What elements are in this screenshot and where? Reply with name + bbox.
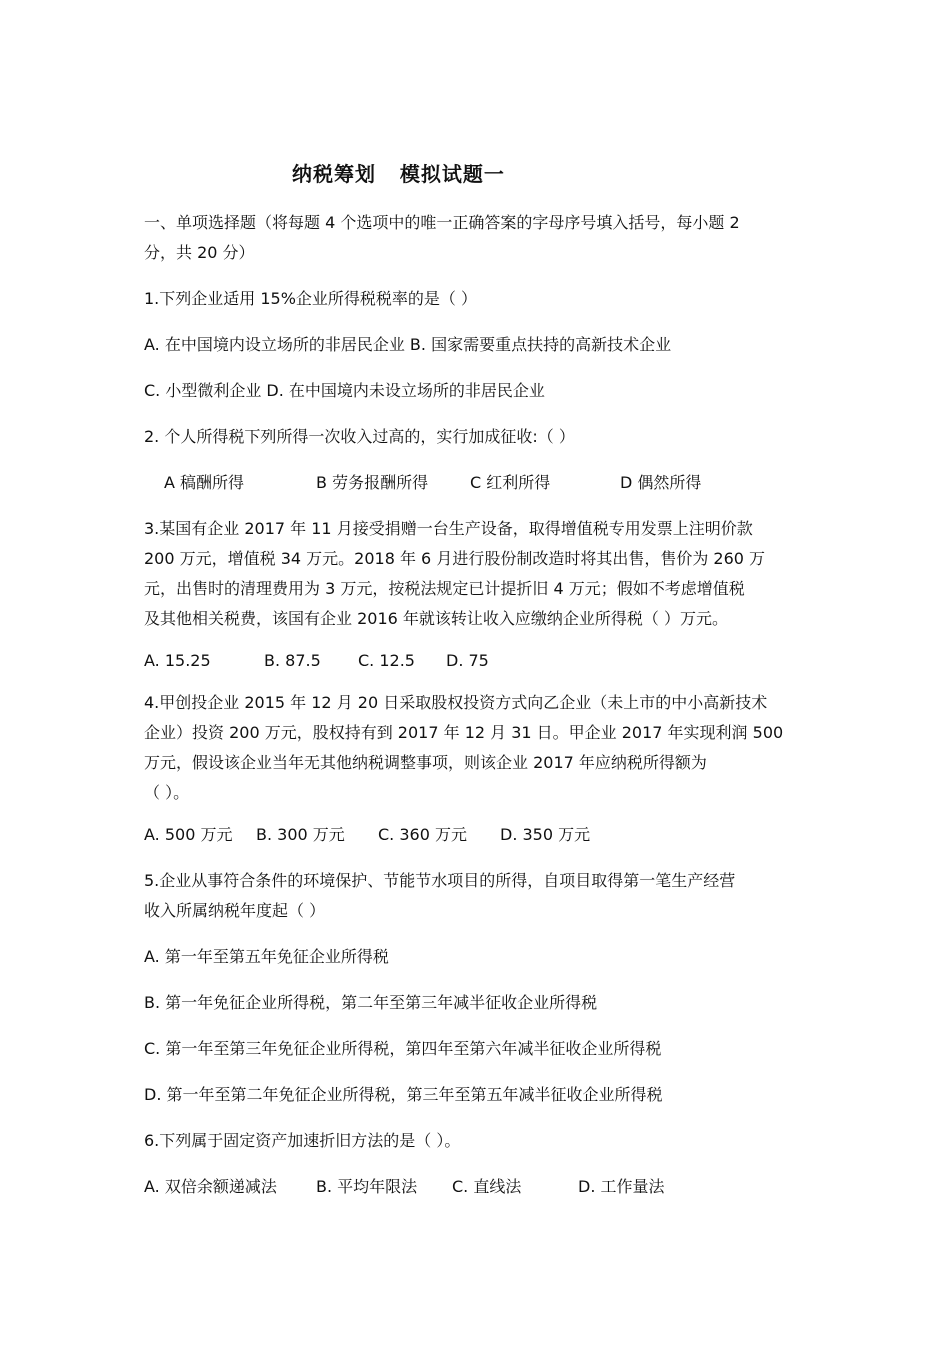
question-2-options [144,468,814,498]
question-6-stem [144,1126,814,1156]
question-stem-line: 企业）投资 200 万元，股权持有到 2017 年 12 月 31 日。甲企业 2017 年实现利润 500 [144,723,784,742]
question-1-option-line [144,330,814,360]
question-stem-line: 及其他相关税费，该国有企业 2016 年就该转让收入应缴纳企业所得税（ ）万元。 [144,609,728,628]
option-d: D. 75 [446,651,489,670]
option-a: A. 15.25 [144,651,211,670]
option-b: B 劳务报酬所得 [316,473,429,492]
page-title: 纳税筹划 模拟试题一 [292,162,505,186]
question-stem-line: 4.甲创投企业 2015 年 12 月 20 日采取股权投资方式向乙企业（未上市的中小高新技术 [144,693,768,712]
option-d: D 偶然所得 [620,473,702,492]
question-stem-line: 2. 个人所得税下列所得一次收入过高的，实行加成征收:（ ） [144,427,575,446]
question-5-stem [144,866,814,926]
question-1-stem [144,284,814,314]
section-heading-line: 一、单项选择题（将每题 4 个选项中的唯一正确答案的字母序号填入括号，每小题 2 [144,213,740,232]
option-b: B. 平均年限法 [316,1177,418,1196]
question-4-stem [144,688,814,808]
option-a: A. 500 万元 [144,825,233,844]
option-a: A 稿酬所得 [164,473,245,492]
question-stem-line: 万元，假设该企业当年无其他纳税调整事项，则该企业 2017 年应纳税所得额为 [144,753,707,772]
option-line: C. 第一年至第三年免征企业所得税，第四年至第六年减半征收企业所得税 [144,1039,662,1058]
question-2-stem [144,422,814,452]
question-4-options [144,820,814,850]
option-c: C. 12.5 [358,651,415,670]
question-stem-line: （ ）。 [144,783,190,802]
question-5-option-line [144,1080,814,1110]
question-5-option-line [144,988,814,1018]
option-c: C 红利所得 [470,473,551,492]
option-line: A. 第一年至第五年免征企业所得税 [144,947,389,966]
question-stem-line: 5.企业从事符合条件的环境保护、节能节水项目的所得，自项目取得第一笔生产经营 [144,871,736,890]
question-3-stem [144,514,814,634]
question-5-option-line [144,942,814,972]
option-d: D. 350 万元 [500,825,591,844]
question-stem-line: 6.下列属于固定资产加速折旧方法的是（ ）。 [144,1131,461,1150]
section-heading [144,208,814,268]
document-body [144,208,814,1218]
question-6-options [144,1172,814,1202]
option-c: C. 360 万元 [378,825,467,844]
option-line: D. 第一年至第二年免征企业所得税，第三年至第五年减半征收企业所得税 [144,1085,663,1104]
question-1-option-line [144,376,814,406]
option-line: C. 小型微利企业 D. 在中国境内未设立场所的非居民企业 [144,381,545,400]
question-stem-line: 1.下列企业适用 15%企业所得税税率的是（ ） [144,289,478,308]
option-b: B. 300 万元 [256,825,345,844]
question-stem-line: 收入所属纳税年度起（ ） [144,901,326,920]
option-d: D. 工作量法 [578,1177,665,1196]
option-line: A. 在中国境内设立场所的非居民企业 B. 国家需要重点扶持的高新技术企业 [144,335,672,354]
option-line: B. 第一年免征企业所得税，第二年至第三年减半征收企业所得税 [144,993,598,1012]
question-stem-line: 3.某国有企业 2017 年 11 月接受捐赠一台生产设备，取得增值税专用发票上注明价款 [144,519,753,538]
question-3-options [144,646,814,676]
question-stem-line: 200 万元，增值税 34 万元。2018 年 6 月进行股份制改造时将其出售，售价为 260 万 [144,549,766,568]
question-5-option-line [144,1034,814,1064]
option-a: A. 双倍余额递减法 [144,1177,277,1196]
option-b: B. 87.5 [264,651,321,670]
option-c: C. 直线法 [452,1177,522,1196]
question-stem-line: 元，出售时的清理费用为 3 万元，按税法规定已计提折旧 4 万元；假如不考虑增值税 [144,579,745,598]
section-heading-line: 分，共 20 分） [144,243,255,262]
